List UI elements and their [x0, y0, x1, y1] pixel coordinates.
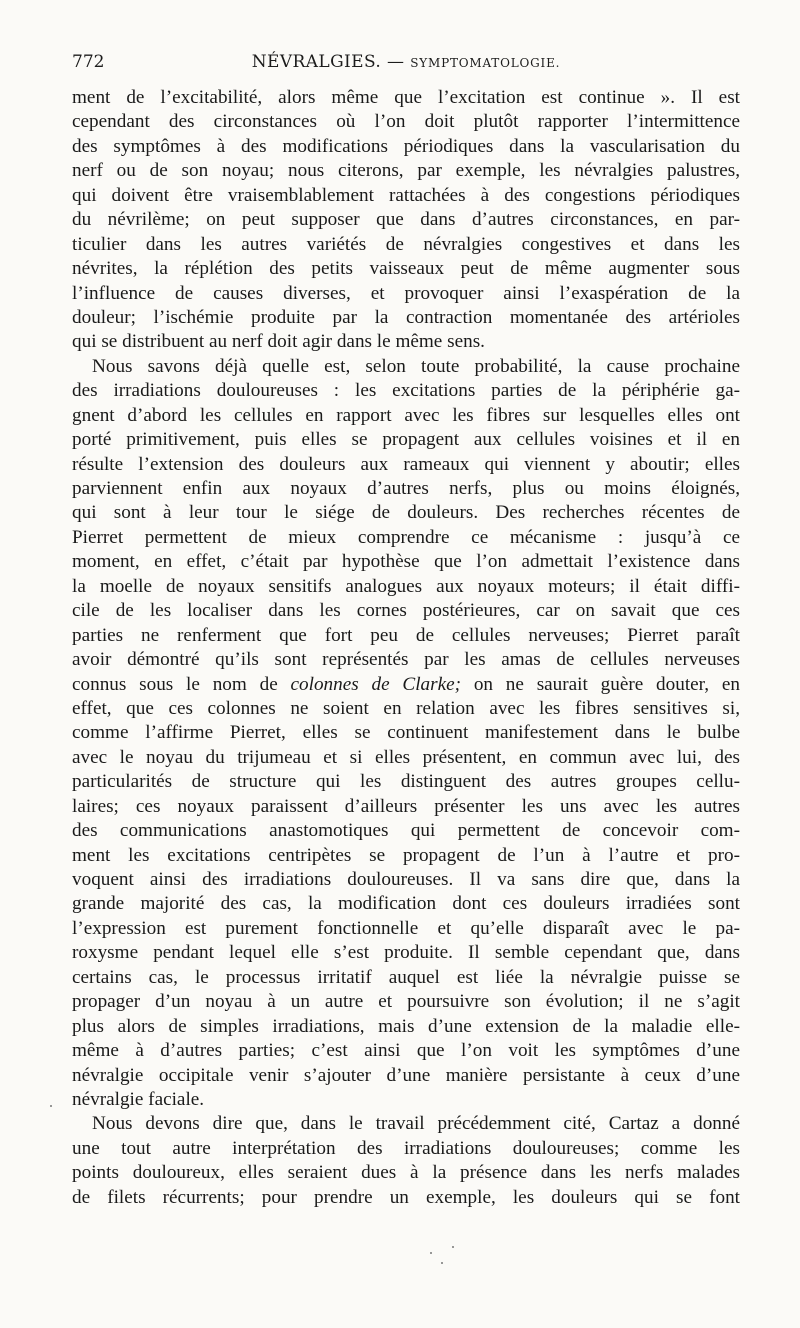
text-line: certains cas, le processus irritatif auquel est liée la névralgie puisse se: [72, 966, 740, 988]
text-line-with-italic: [72, 673, 740, 697]
text-line: de filets récurrents; pour prendre un exemple, les douleurs qui se font: [72, 1186, 740, 1208]
text-line: la moelle de noyaux sensitifs analogues aux noyaux moteurs; il était diffi-: [72, 575, 740, 597]
text-line: nerf ou de son noyau; nous citerons, par exemple, les névralgies palustres,: [72, 160, 740, 182]
text-run: on ne saurait guère douter, en: [461, 673, 740, 695]
text-line: du névrilème; on peut supposer que dans d’autres circonstances, en par-: [72, 209, 740, 231]
text-line: névrites, la réplétion des petits vaisseaux peut de même augmenter sous: [72, 258, 740, 280]
text-line: douleur; l’ischémie produite par la contraction momentanée des artérioles: [72, 306, 740, 328]
body-text: [72, 86, 740, 1210]
text-line: qui sont à leur tour le siége de douleurs. Des recherches récentes de: [72, 502, 740, 524]
text-line: propager d’un noyau à un autre et poursuivre son évolution; il ne s’agit: [72, 991, 740, 1013]
text-line: même à d’autres parties; c’est ainsi que l’on voit les symptômes d’une: [72, 1040, 740, 1062]
text-line: laires; ces noyaux paraissent d’ailleurs présenter les uns avec les autres: [72, 795, 740, 817]
text-line: ment les excitations centripètes se propagent de l’un à l’autre et pro-: [72, 844, 740, 866]
text-line: cile de les localiser dans les cornes postérieures, car on savait que ces: [72, 600, 740, 622]
text-line: moment, en effet, c’était par hypothèse que l’on admettait l’existence dans: [72, 551, 740, 573]
paragraph-start-line: Nous devons dire que, dans le travail précédemment cité, Cartaz a donné: [92, 1113, 740, 1135]
text-line: grande majorité des cas, la modification dont ces douleurs irradiées sont: [72, 893, 740, 915]
text-line: névralgie occipitale venir s’ajouter d’une manière persistante à ceux d’une: [72, 1064, 740, 1086]
text-line: particularités de structure qui les distinguent des autres groupes cellu-: [72, 771, 740, 793]
text-run: connus sous le nom de: [72, 673, 291, 695]
text-line: ticulier dans les autres variétés de névralgies congestives et dans les: [72, 233, 740, 255]
italic-term: colonnes de Clarke;: [290, 673, 462, 695]
paragraph-start-line: Nous savons déjà quelle est, selon toute probabilité, la cause prochaine: [92, 355, 740, 377]
text-line: une tout autre interprétation des irradiations douloureuses; comme les: [72, 1137, 740, 1159]
paper-speck: [452, 1246, 454, 1248]
running-header: [72, 52, 740, 76]
paragraph-end-line: qui se distribuent au nerf doit agir dans le même sens.: [72, 331, 485, 353]
text-line: l’expression est purement fonctionnelle et qu’elle disparaît avec le pa-: [72, 917, 740, 939]
text-line: parviennent enfin aux noyaux d’autres nerfs, plus ou moins éloignés,: [72, 478, 740, 499]
title-separator: —: [381, 52, 411, 72]
text-line: des communications anastomotiques qui permettent de concevoir com-: [72, 820, 740, 842]
text-line: résulte l’extension des douleurs aux rameaux qui viennent y aboutir; elles: [72, 453, 740, 475]
text-line: avoir démontré qu’ils sont représentés par les amas de cellules nerveuses: [72, 649, 740, 671]
text-line: des irradiations douloureuses : les excitations parties de la périphérie ga-: [72, 380, 740, 402]
text-line: gnent d’abord les cellules en rapport avec les fibres sur lesquelles elles ont: [72, 404, 740, 426]
text-line: roxysme pendant lequel elle s’est produite. Il semble cependant que, dans: [72, 942, 740, 964]
text-line: qui doivent être vraisemblablement rattachées à des congestions périodiques: [72, 184, 740, 206]
paper-speck: [430, 1252, 432, 1254]
paper-speck: [441, 1262, 443, 1264]
text-line: plus alors de simples irradiations, mais d’une extension de la maladie elle-: [72, 1015, 740, 1037]
text-line: cependant des circonstances où l’on doit plutôt rapporter l’intermittence: [72, 111, 740, 133]
text-line: voquent ainsi des irradiations douloureuses. Il va sans dire que, dans la: [72, 869, 740, 890]
text-line: ment de l’excitabilité, alors même que l’excitation est continue ». Il est: [72, 87, 740, 108]
text-line: porté primitivement, puis elles se propagent aux cellules voisines et il en: [72, 429, 740, 451]
paper-speck: [50, 1105, 52, 1107]
paragraph-end-line: névralgie faciale.: [72, 1088, 205, 1110]
text-line: des symptômes à des modifications périodiques dans la vascularisation du: [72, 135, 740, 157]
text-line: l’influence de causes diverses, et provoquer ainsi l’exaspération de la: [72, 282, 740, 304]
running-title: [72, 52, 740, 72]
page-number: 772: [72, 52, 105, 72]
text-line: parties ne renferment que fort peu de cellules nerveuses; Pierret paraît: [72, 624, 740, 646]
text-line: avec le noyau du trijumeau et si elles présentent, en commun avec lui, des: [72, 746, 740, 768]
chapter-title: NÉVRALGIES.: [251, 52, 382, 72]
section-title: SYMPTOMATOLOGIE.: [410, 56, 561, 70]
text-line: points douloureux, elles seraient dues à la présence dans les nerfs malades: [72, 1162, 740, 1184]
text-line: Pierret permettent de mieux comprendre ce mécanisme : jusqu’à ce: [72, 526, 740, 548]
text-line: comme l’affirme Pierret, elles se continuent manifestement dans le bulbe: [72, 722, 740, 744]
text-line: effet, que ces colonnes ne soient en relation avec les fibres sensitives si,: [72, 697, 740, 719]
